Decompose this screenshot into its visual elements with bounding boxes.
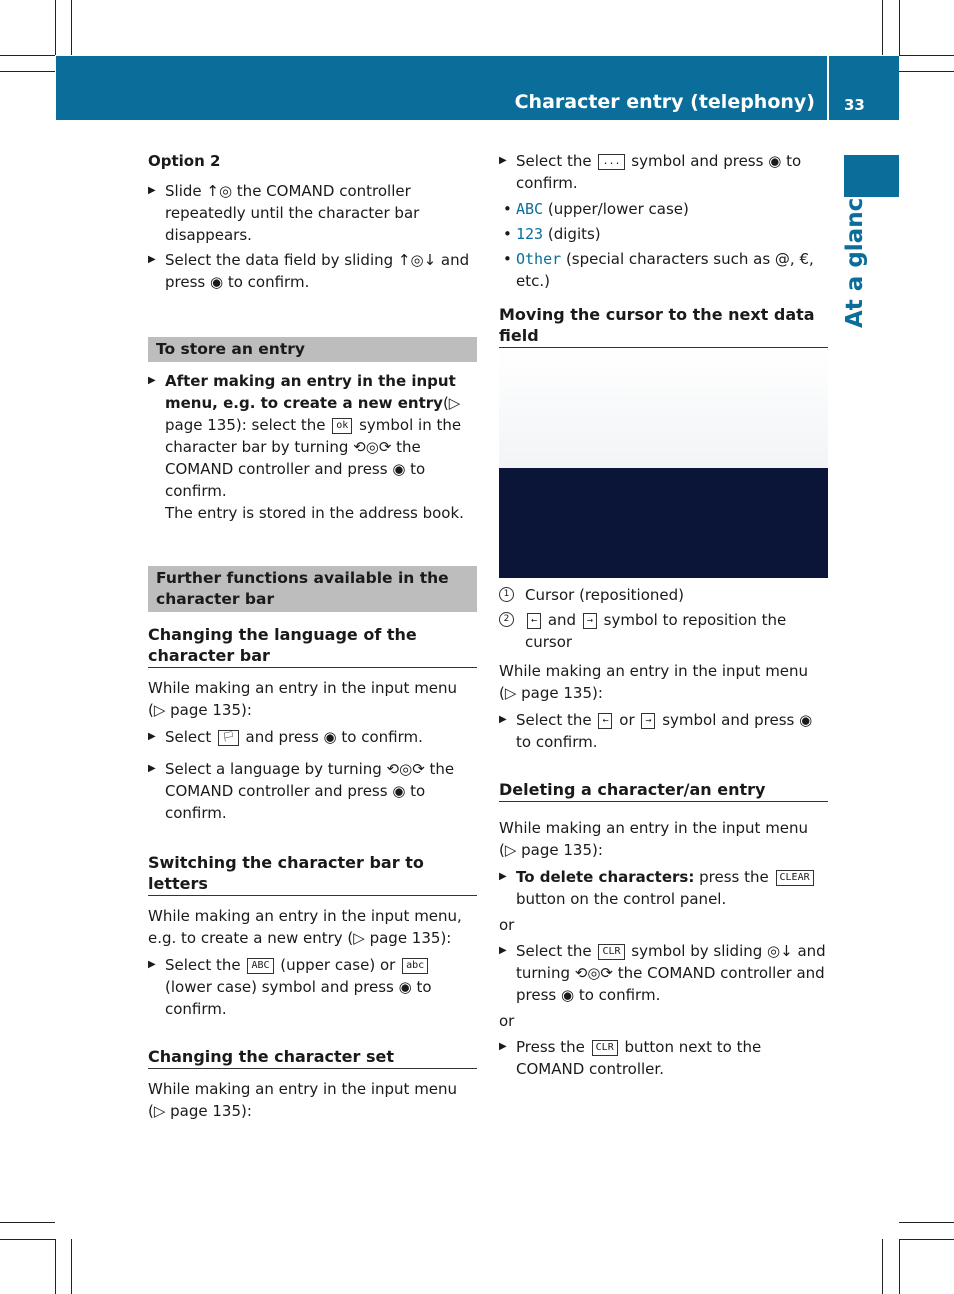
crop-mark	[899, 1239, 954, 1240]
arrow-right-icon: →	[583, 613, 597, 629]
legend-item-2	[499, 609, 828, 653]
page-header	[56, 56, 899, 120]
delete-step3-b: button next to the COMAND controller.	[516, 1038, 762, 1078]
clear-key-icon: CLEAR	[776, 870, 814, 886]
option2-step2: ▶ Select the data field by sliding ↑◎↓ and press ◉ to confirm.	[148, 249, 477, 293]
letters-step-c: (lower case) symbol and press ◉ to confirm.	[165, 978, 432, 1018]
arrow-left-icon: ←	[598, 713, 612, 729]
callout-2-icon: 2	[499, 612, 514, 627]
language-intro: While making an entry in the input menu (▷ page 135):	[148, 679, 458, 719]
letters-step-a: Select the	[165, 956, 241, 974]
store-step	[148, 370, 477, 502]
bullet-abc-desc: (upper/lower case)	[547, 200, 689, 218]
page-title: Character entry (telephony)	[514, 91, 815, 113]
delete-intro: While making an entry in the input menu (▷ page 135):	[499, 819, 809, 859]
header-divider	[827, 56, 829, 120]
or-text: or	[499, 916, 515, 934]
select-dots-a: Select the	[516, 152, 592, 170]
charset-intro: While making an entry in the input menu (▷ page 135):	[148, 1080, 458, 1120]
bullet-123-desc: (digits)	[547, 225, 601, 243]
store-heading: To store an entry	[148, 337, 477, 362]
delete-step1-a: press the	[699, 868, 769, 886]
crop-mark	[882, 0, 883, 55]
cursor-step-c: symbol and press ◉ to confirm.	[516, 711, 813, 751]
screenshot-display	[499, 468, 828, 578]
crop-mark	[71, 1239, 72, 1294]
upper-case-key-icon: ABC	[247, 958, 273, 974]
language-step2: ▶ Select a language by turning ⟲◎⟳ the COMAND controller and press ◉ to confirm.	[148, 758, 477, 824]
page-number: 33	[844, 96, 865, 114]
store-result: The entry is stored in the address book.	[165, 504, 464, 522]
cursor-intro: While making an entry in the input menu (▷ page 135):	[499, 662, 809, 702]
bullet-other-code: Other	[516, 250, 562, 268]
crop-mark	[0, 71, 55, 72]
cursor-step-a: Select the	[516, 711, 592, 729]
legend-2-a: and	[547, 611, 577, 629]
clr-key-icon: CLR	[598, 944, 624, 960]
right-column	[499, 150, 828, 1080]
letters-step	[148, 954, 477, 1020]
delete-step3	[499, 1036, 828, 1080]
option2-title: Option 2	[148, 152, 221, 170]
crop-mark	[0, 1239, 55, 1240]
legend-1-text: Cursor (repositioned)	[525, 586, 685, 604]
delete-step1	[499, 866, 828, 910]
crop-mark	[899, 1222, 954, 1223]
side-tab-label: At a glance	[842, 182, 868, 328]
bullet-abc-code: ABC	[516, 200, 544, 218]
further-heading: Further functions available in the character bar	[148, 566, 477, 612]
language-subheading: Changing the language of the character bar	[148, 624, 477, 668]
letters-intro: While making an entry in the input menu, e.g. to create a new entry (▷ page 135):	[148, 907, 462, 947]
legend-2-b: symbol to reposition the cursor	[525, 611, 787, 651]
delete-step2-b: symbol by sliding ◎↓ and turning ⟲◎⟳ the COMAND controller and press ◉ to confirm.	[516, 942, 826, 1004]
cursor-step-b: or	[619, 711, 635, 729]
language-step1	[148, 726, 477, 748]
delete-step2-a: Select the	[516, 942, 592, 960]
store-step-rest: (▷ page 135): select the	[165, 394, 461, 434]
delete-step3-a: Press the	[516, 1038, 585, 1056]
crop-mark	[0, 55, 55, 56]
crop-mark	[899, 1239, 900, 1294]
cursor-step	[499, 709, 828, 753]
language-step1-a: Select	[165, 728, 212, 746]
delete-subheading: Deleting a character/an entry	[499, 779, 828, 802]
store-step-rest2: symbol in the character bar by turning ⟲◎⟳ the COMAND controller and press ◉ to confirm.	[165, 416, 462, 500]
bullet-abc	[499, 198, 828, 220]
screenshot-area	[499, 348, 828, 468]
legend-item-1	[499, 584, 828, 606]
charset-subheading: Changing the character set	[148, 1046, 477, 1069]
crop-mark	[0, 1222, 55, 1223]
select-dots-step	[499, 150, 828, 194]
callout-1-icon: 1	[499, 587, 514, 602]
bullet-other	[499, 248, 828, 292]
bullet-123	[499, 223, 828, 245]
crop-mark	[55, 1239, 56, 1294]
clr-key-icon: CLR	[592, 1040, 618, 1056]
select-dots-b: symbol and press ◉ to confirm.	[516, 152, 802, 192]
dots-key-icon: ...	[598, 154, 624, 170]
or-text: or	[499, 1012, 515, 1030]
delete-step2	[499, 940, 828, 1006]
left-column	[148, 150, 477, 1122]
flag-key-icon: 🏳	[218, 730, 239, 746]
arrow-left-icon: ←	[527, 613, 541, 629]
crop-mark	[899, 0, 900, 55]
language-step1-b: and press ◉ to confirm.	[245, 728, 423, 746]
delete-step1-bold: To delete characters:	[516, 868, 695, 886]
crop-mark	[899, 55, 954, 56]
bullet-123-code: 123	[516, 225, 544, 243]
delete-step1-b: button on the control panel.	[516, 890, 727, 908]
letters-subheading: Switching the character bar to letters	[148, 852, 477, 896]
lower-case-key-icon: abc	[402, 958, 428, 974]
option2-step1: ▶ Slide ↑◎ the COMAND controller repeatedly until the character bar disappears.	[148, 180, 477, 246]
store-step-bold: After making an entry in the input menu, e.g. to create a new entry	[165, 372, 456, 412]
crop-mark	[71, 0, 72, 55]
crop-mark	[55, 0, 56, 55]
crop-mark	[899, 71, 954, 72]
bullet-other-desc: (special characters such as @, €, etc.)	[516, 250, 814, 290]
letters-step-b: (upper case) or	[280, 956, 396, 974]
arrow-right-icon: →	[641, 713, 655, 729]
ok-key-icon: ok	[332, 418, 352, 434]
cursor-subheading: Moving the cursor to the next data field	[499, 304, 828, 348]
crop-mark	[882, 1239, 883, 1294]
